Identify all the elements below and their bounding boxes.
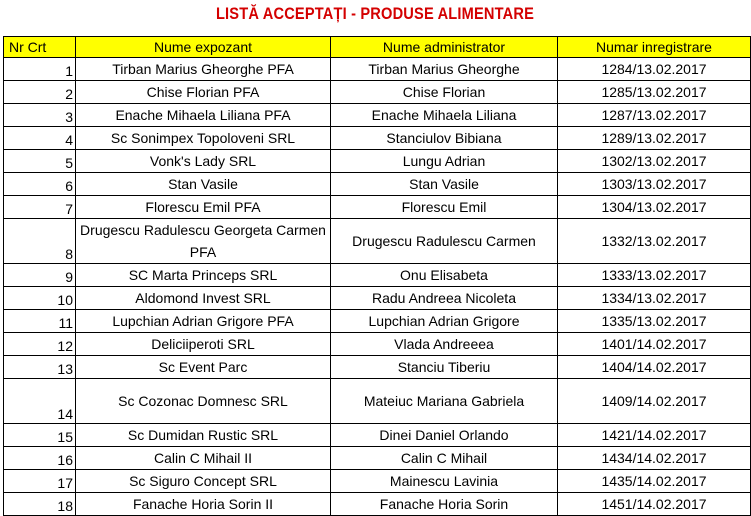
- cell-nr: 5: [4, 150, 76, 173]
- cell-expozant: Sc Siguro Concept SRL: [76, 470, 331, 493]
- cell-expozant: Chise Florian PFA: [76, 81, 331, 104]
- cell-expozant: Florescu Emil PFA: [76, 196, 331, 219]
- cell-nr: 4: [4, 127, 76, 150]
- table-row: [4, 58, 751, 81]
- table-row: [4, 447, 751, 470]
- cell-administrator: Lungu Adrian: [331, 150, 558, 173]
- cell-inregistrare: 1334/13.02.2017: [558, 287, 751, 310]
- cell-nr: 2: [4, 81, 76, 104]
- cell-expozant: Aldomond Invest SRL: [76, 287, 331, 310]
- cell-inregistrare: 1434/14.02.2017: [558, 447, 751, 470]
- table-row: [4, 196, 751, 219]
- cell-nr: 16: [4, 447, 76, 470]
- cell-inregistrare: 1404/14.02.2017: [558, 356, 751, 379]
- cell-inregistrare: 1285/13.02.2017: [558, 81, 751, 104]
- cell-expozant: Enache Mihaela Liliana PFA: [76, 104, 331, 127]
- table-row: [4, 104, 751, 127]
- cell-administrator: Drugescu Radulescu Carmen: [331, 219, 558, 264]
- table-row: [4, 264, 751, 287]
- cell-administrator: Florescu Emil: [331, 196, 558, 219]
- cell-expozant: Sc Event Parc: [76, 356, 331, 379]
- table-row: [4, 310, 751, 333]
- cell-inregistrare: 1304/13.02.2017: [558, 196, 751, 219]
- cell-nr: 14: [4, 379, 76, 424]
- header-nr-crt: Nr Crt: [4, 37, 76, 58]
- cell-nr: 3: [4, 104, 76, 127]
- cell-administrator: Enache Mihaela Liliana: [331, 104, 558, 127]
- cell-expozant: Sc Cozonac Domnesc SRL: [76, 379, 331, 424]
- cell-administrator: Mainescu Lavinia: [331, 470, 558, 493]
- cell-administrator: Radu Andreea Nicoleta: [331, 287, 558, 310]
- cell-nr: 10: [4, 287, 76, 310]
- header-nume-expozant: Nume expozant: [76, 37, 331, 58]
- cell-expozant: Calin C Mihail II: [76, 447, 331, 470]
- cell-inregistrare: 1409/14.02.2017: [558, 379, 751, 424]
- header-numar-inregistrare: Numar inregistrare: [558, 37, 751, 58]
- table-row: [4, 287, 751, 310]
- cell-inregistrare: 1451/14.02.2017: [558, 493, 751, 516]
- cell-nr: 9: [4, 264, 76, 287]
- cell-administrator: Tirban Marius Gheorghe: [331, 58, 558, 81]
- cell-administrator: Mateiuc Mariana Gabriela: [331, 379, 558, 424]
- cell-administrator: Chise Florian: [331, 81, 558, 104]
- cell-expozant: Deliciiperoti SRL: [76, 333, 331, 356]
- cell-inregistrare: 1303/13.02.2017: [558, 173, 751, 196]
- cell-inregistrare: 1435/14.02.2017: [558, 470, 751, 493]
- cell-nr: 7: [4, 196, 76, 219]
- cell-expozant: Sc Dumidan Rustic SRL: [76, 424, 331, 447]
- cell-expozant: Drugescu Radulescu Georgeta Carmen PFA: [76, 219, 331, 264]
- cell-nr: 12: [4, 333, 76, 356]
- table-row: [4, 493, 751, 516]
- table-row: [4, 470, 751, 493]
- table-row: [4, 379, 751, 424]
- cell-nr: 18: [4, 493, 76, 516]
- cell-administrator: Fanache Horia Sorin: [331, 493, 558, 516]
- cell-inregistrare: 1401/14.02.2017: [558, 333, 751, 356]
- cell-expozant: Sc Sonimpex Topoloveni SRL: [76, 127, 331, 150]
- cell-inregistrare: 1335/13.02.2017: [558, 310, 751, 333]
- table-row: [4, 333, 751, 356]
- cell-administrator: Stan Vasile: [331, 173, 558, 196]
- table-row: [4, 173, 751, 196]
- header-nume-administrator: Nume administrator: [331, 37, 558, 58]
- cell-inregistrare: 1333/13.02.2017: [558, 264, 751, 287]
- table-row: [4, 424, 751, 447]
- cell-expozant: Vonk's Lady SRL: [76, 150, 331, 173]
- cell-administrator: Dinei Daniel Orlando: [331, 424, 558, 447]
- cell-nr: 11: [4, 310, 76, 333]
- cell-expozant: Tirban Marius Gheorghe PFA: [76, 58, 331, 81]
- cell-inregistrare: 1289/13.02.2017: [558, 127, 751, 150]
- table-row: [4, 81, 751, 104]
- cell-nr: 1: [4, 58, 76, 81]
- cell-inregistrare: 1284/13.02.2017: [558, 58, 751, 81]
- cell-expozant: Fanache Horia Sorin II: [76, 493, 331, 516]
- table-header-row: [4, 37, 751, 58]
- cell-inregistrare: 1421/14.02.2017: [558, 424, 751, 447]
- table-row: [4, 356, 751, 379]
- cell-administrator: Stanciulov Bibiana: [331, 127, 558, 150]
- cell-administrator: Stanciu Tiberiu: [331, 356, 558, 379]
- cell-administrator: Lupchian Adrian Grigore: [331, 310, 558, 333]
- accepted-exhibitors-table: [3, 36, 751, 516]
- cell-expozant: Lupchian Adrian Grigore PFA: [76, 310, 331, 333]
- cell-expozant: Stan Vasile: [76, 173, 331, 196]
- document-title: LISTĂ ACCEPTAȚI - PRODUSE ALIMENTARE: [215, 4, 535, 23]
- cell-nr: 15: [4, 424, 76, 447]
- cell-inregistrare: 1302/13.02.2017: [558, 150, 751, 173]
- cell-nr: 8: [4, 219, 76, 264]
- cell-inregistrare: 1332/13.02.2017: [558, 219, 751, 264]
- cell-administrator: Calin C Mihail: [331, 447, 558, 470]
- cell-nr: 6: [4, 173, 76, 196]
- table-row: [4, 219, 751, 264]
- cell-nr: 13: [4, 356, 76, 379]
- cell-expozant: SC Marta Princeps SRL: [76, 264, 331, 287]
- table-row: [4, 150, 751, 173]
- cell-administrator: Vlada Andreeea: [331, 333, 558, 356]
- table-row: [4, 127, 751, 150]
- cell-administrator: Onu Elisabeta: [331, 264, 558, 287]
- cell-nr: 17: [4, 470, 76, 493]
- cell-inregistrare: 1287/13.02.2017: [558, 104, 751, 127]
